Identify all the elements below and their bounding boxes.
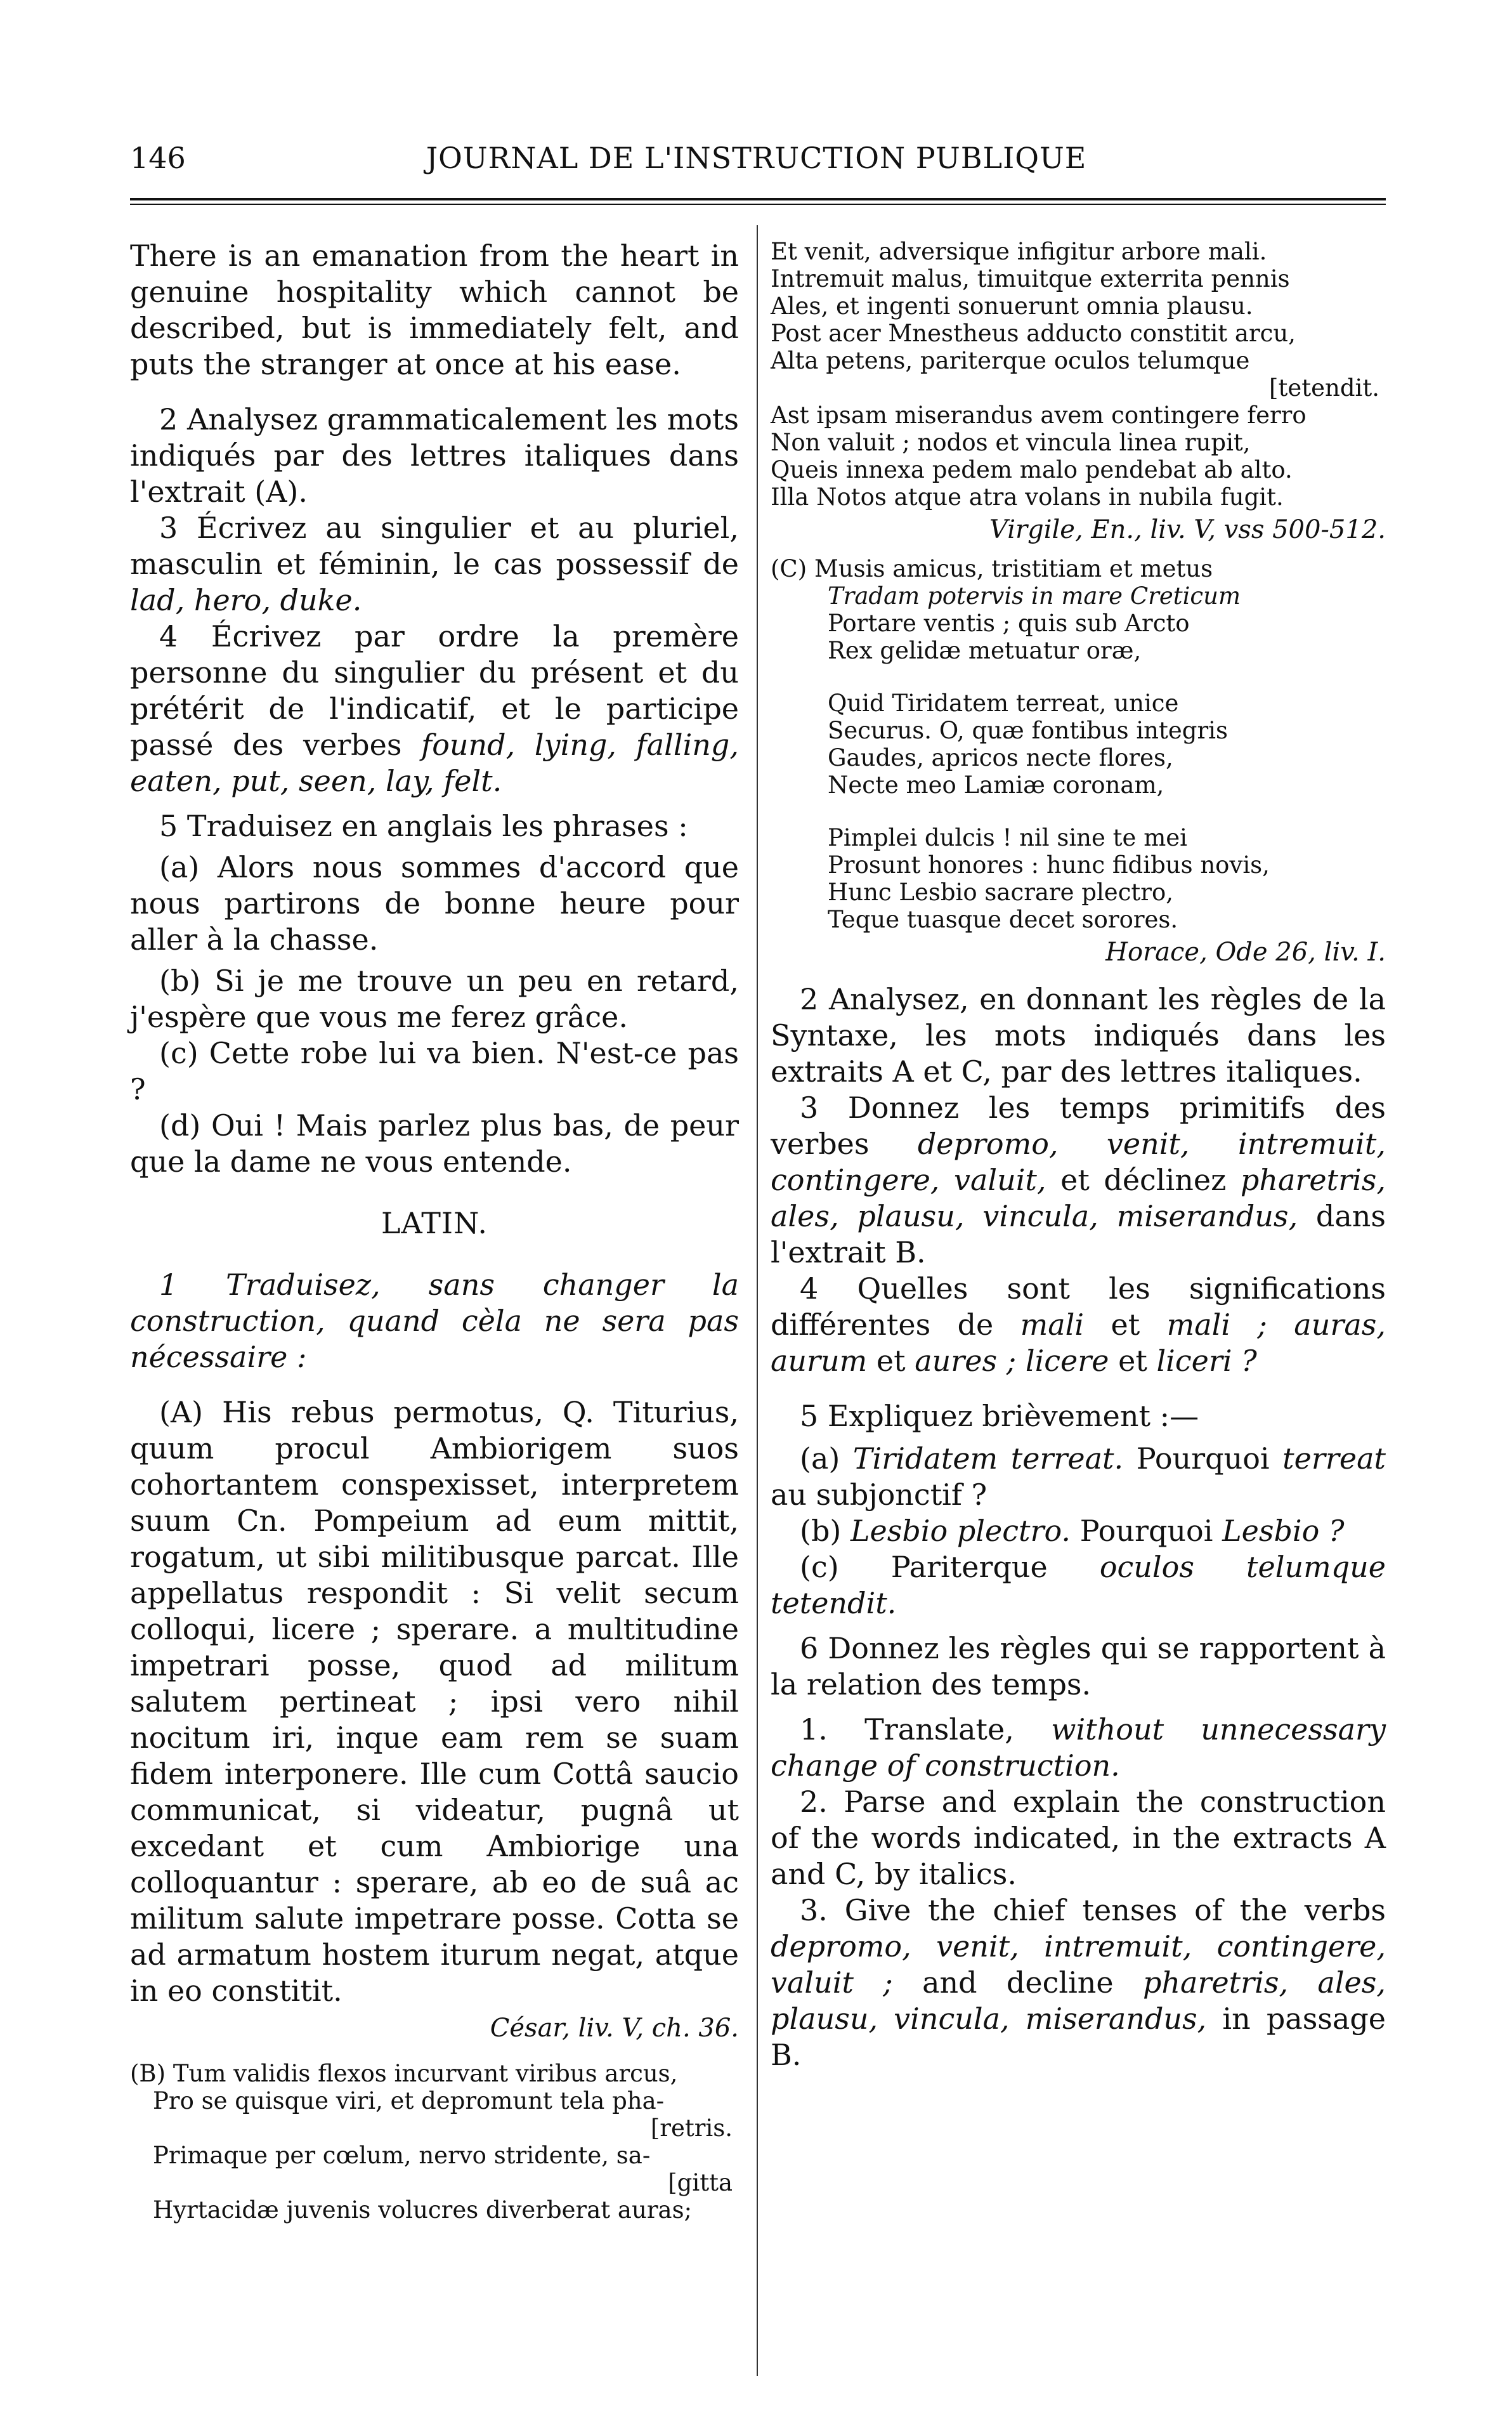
question-5d: (d) Oui ! Mais parlez plus bas, de peur que la dame ne vous entende. — [130, 1108, 739, 1179]
question-2: 2 Analysez grammaticalement les mots indiqués par des lettres italiques dans l'extrait (A). — [130, 402, 739, 509]
verse-line: [gitta — [668, 2169, 733, 2196]
verse-line: Alta petens, pariterque oculos telumque — [771, 347, 1250, 374]
question-3-words: lad, hero, duke. — [130, 583, 362, 617]
phrase: Lesbio plectro. — [850, 1514, 1071, 1548]
english-intro-passage: There is an emanation from the heart in genuine hospitality which cannot be described, but is immediately felt, and puts the stranger at once at his ease. — [130, 239, 739, 381]
verse-line: Ast ipsam miserandus avem contingere ferro — [771, 402, 1307, 429]
question-4 — [130, 619, 739, 799]
verse-line: Illa Notos atque atra volans in nubila fugit. — [771, 483, 1284, 511]
text: au subjonctif ? — [771, 1478, 987, 1512]
verse-line: Non valuit ; nodos et vincula linea rupit, — [771, 429, 1251, 456]
verse-line: Portare ventis ; quis sub Arcto — [828, 610, 1190, 637]
verse-line: (B) Tum validis flexos incurvant viribus arcus, — [130, 2060, 678, 2087]
passage-a: (A) His rebus permotus, Q. Titurius, quum procul Ambiorigem suos cohortantem conspexisset, interpretem suum Cn. Pompeium ad eum mittit, rogatum, ut sibi militibusque parcat. Ille appellatus respondit : Si velit secum colloqui, licere ; sperare. a multitudine impetrari posse, quod ad militum salutem pertineat ; ipsi vero nihil nocitum iri, inque eam rem se suam fidem interponere. Ille cum Cottâ saucio communicat, si videatur, pugnâ ut excedant et cum Ambiorige una colloquantur : sperare, ab eo de suâ ac militum salute impetrare posse. Cotta se ad armatum hostem iturum negat, atque in eo constitit. — [130, 1395, 739, 2008]
verse-line: Hyrtacidæ juvenis volucres diverberat auras; — [153, 2196, 693, 2224]
column-divider — [757, 225, 758, 2376]
page-number: 146 — [130, 141, 186, 175]
verse-line: Tradam potervis in mare Creticum — [828, 582, 1241, 610]
r-question-5a — [771, 1441, 1386, 1513]
question-5b: (b) Si je me trouve un peu en retard, j'espère que vous me ferez grâce. — [130, 964, 739, 1034]
verse-line: Queis innexa pedem malo pendebat ab alto. — [771, 456, 1293, 483]
word: mali ; auras, aurum — [771, 1308, 1386, 1378]
text: dans l'extrait B. — [771, 1199, 1386, 1269]
question-5: 5 Traduisez en anglais les phrases : — [159, 809, 688, 843]
text: et — [1084, 1308, 1167, 1342]
question-4-verbs: found, lying, falling, eaten, put, seen, lay, felt. — [130, 728, 739, 798]
text: in passage B. — [771, 2002, 1386, 2072]
passage-b-start — [130, 2060, 739, 2224]
verse-line: Teque tuasque decet sorores. — [828, 906, 1178, 933]
question-4-text: 4 Écrivez par ordre la premère personne du singulier du présent et du prétérit de l'indicatif, et le participe passé des verbes — [130, 619, 739, 762]
verse-line: Rex gelidæ metuatur oræ, — [828, 637, 1142, 664]
verse-line: Et venit, adversique infigitur arbore mali. — [771, 238, 1267, 265]
text: Pourquoi — [1070, 1514, 1223, 1548]
word: terreat — [1282, 1441, 1386, 1476]
word: liceri ? — [1156, 1344, 1257, 1378]
verse-line: Necte meo Lamiæ coronam, — [828, 771, 1164, 799]
r-question-5c — [771, 1549, 1386, 1622]
text: 3 Donnez les temps primitifs des verbes — [771, 1091, 1386, 1161]
word: mali — [1020, 1308, 1085, 1342]
question-5c: (c) Cette robe lui va bien. N'est-ce pas ? — [130, 1036, 739, 1106]
passage-c-stanza-3 — [771, 824, 1386, 933]
text: (b) — [800, 1514, 850, 1548]
passage-b-continued — [771, 238, 1386, 511]
text: and decline — [892, 1965, 1143, 2000]
noun-list: pharetris, ales, plausu, vincula, miserandus, — [771, 1163, 1386, 1233]
r-question-2: 2 Analysez, en donnant les règles de la Syntaxe, les mots indiqués dans les extraits A et C, par des lettres italiques. — [771, 982, 1386, 1089]
phrase: oculos telumque tetendit. — [771, 1550, 1386, 1620]
text: 4 Quelles sont les significations différentes de — [771, 1271, 1386, 1342]
text: et déclinez — [1046, 1163, 1241, 1197]
text: Pourquoi — [1123, 1441, 1283, 1476]
left-column — [130, 238, 739, 2224]
question-3 — [130, 510, 739, 619]
verb-list: depromo, venit, intremuit, contingere, valuit, — [771, 1127, 1386, 1197]
passage-c-stanza-1 — [771, 555, 1386, 664]
citation-caesar: César, liv. V, ch. 36. — [490, 2014, 739, 2043]
r-question-5b — [771, 1513, 1386, 1549]
r-question-4 — [771, 1271, 1386, 1379]
verse-line: Pimplei dulcis ! nil sine te mei — [828, 824, 1188, 851]
latin-question-1: 1 Traduisez, sans changer la construction, quand cèla ne sera pas nécessaire : — [130, 1268, 739, 1374]
r-question-5: 5 Expliquez brièvement :— — [800, 1399, 1199, 1433]
text: (a) — [800, 1441, 853, 1476]
verse-line: Pro se quisque viri, et depromunt tela pha- — [153, 2087, 665, 2114]
verse-line: [retris. — [650, 2114, 733, 2142]
verse-line: Quid Tiridatem terreat, unice — [828, 690, 1179, 717]
english-question-2: 2. Parse and explain the construction of the words indicated, in the extracts A and C, by italics. — [771, 1785, 1386, 1891]
text: et — [1109, 1344, 1157, 1378]
right-column — [771, 238, 1386, 2073]
word: aures ; licere — [915, 1344, 1109, 1378]
running-header — [130, 141, 1383, 181]
word: Lesbio ? — [1222, 1514, 1345, 1548]
r-question-3 — [771, 1090, 1386, 1271]
english-question-1 — [771, 1712, 1386, 1784]
verse-line: Gaudes, apricos necte flores, — [828, 744, 1173, 771]
citation-horace: Horace, Ode 26, liv. I. — [1105, 938, 1386, 967]
verse-line: (C) Musis amicus, tristitiam et metus — [771, 555, 1213, 582]
text: et — [867, 1344, 915, 1378]
noun-list: pharetris, ales, plausu, vincula, miserandus, — [771, 1965, 1386, 2036]
latin-heading: LATIN. — [381, 1206, 488, 1240]
r-question-6: 6 Donnez les règles qui se rapportent à la relation des temps. — [771, 1631, 1386, 1701]
verse-line: Prosunt honores : hunc fidibus novis, — [828, 851, 1270, 879]
verse-line: Ales, et ingenti sonuerunt omnia plausu. — [771, 292, 1253, 320]
verse-line: Hunc Lesbio sacrare plectro, — [828, 879, 1174, 906]
phrase: without unnecessary change of construction. — [771, 1712, 1386, 1783]
journal-title: JOURNAL DE L'INSTRUCTION PUBLIQUE — [426, 141, 1087, 175]
header-rule-thin — [130, 204, 1386, 205]
citation-virgil: Virgile, En., liv. V, vss 500-512. — [989, 515, 1386, 544]
text: (c) Pariterque — [800, 1550, 1100, 1584]
passage-c-stanza-2 — [771, 690, 1386, 799]
verse-line: Securus. O, quæ fontibus integris — [828, 717, 1228, 744]
question-5a: (a) Alors nous sommes d'accord que nous partirons de bonne heure pour aller à la chasse. — [130, 850, 739, 957]
english-question-3 — [771, 1892, 1386, 2073]
verb-list: depromo, venit, intremuit, contingere, valuit ; — [771, 1929, 1386, 2000]
phrase: Tiridatem terreat. — [852, 1441, 1124, 1476]
header-rule-thick — [130, 198, 1386, 200]
text: 3. Give the chief tenses of the verbs — [800, 1893, 1386, 1927]
verse-line: Primaque per cœlum, nervo stridente, sa- — [153, 2142, 651, 2169]
text: 1. Translate, — [800, 1712, 1052, 1747]
question-3-text: 3 Écrivez au singulier et au pluriel, masculin et féminin, le cas possessif de — [130, 511, 739, 581]
verse-line: [tetendit. — [1269, 374, 1379, 402]
verse-line: Post acer Mnestheus adducto constitit arcu, — [771, 320, 1296, 347]
verse-line: Intremuit malus, timuitque exterrita pennis — [771, 265, 1290, 292]
